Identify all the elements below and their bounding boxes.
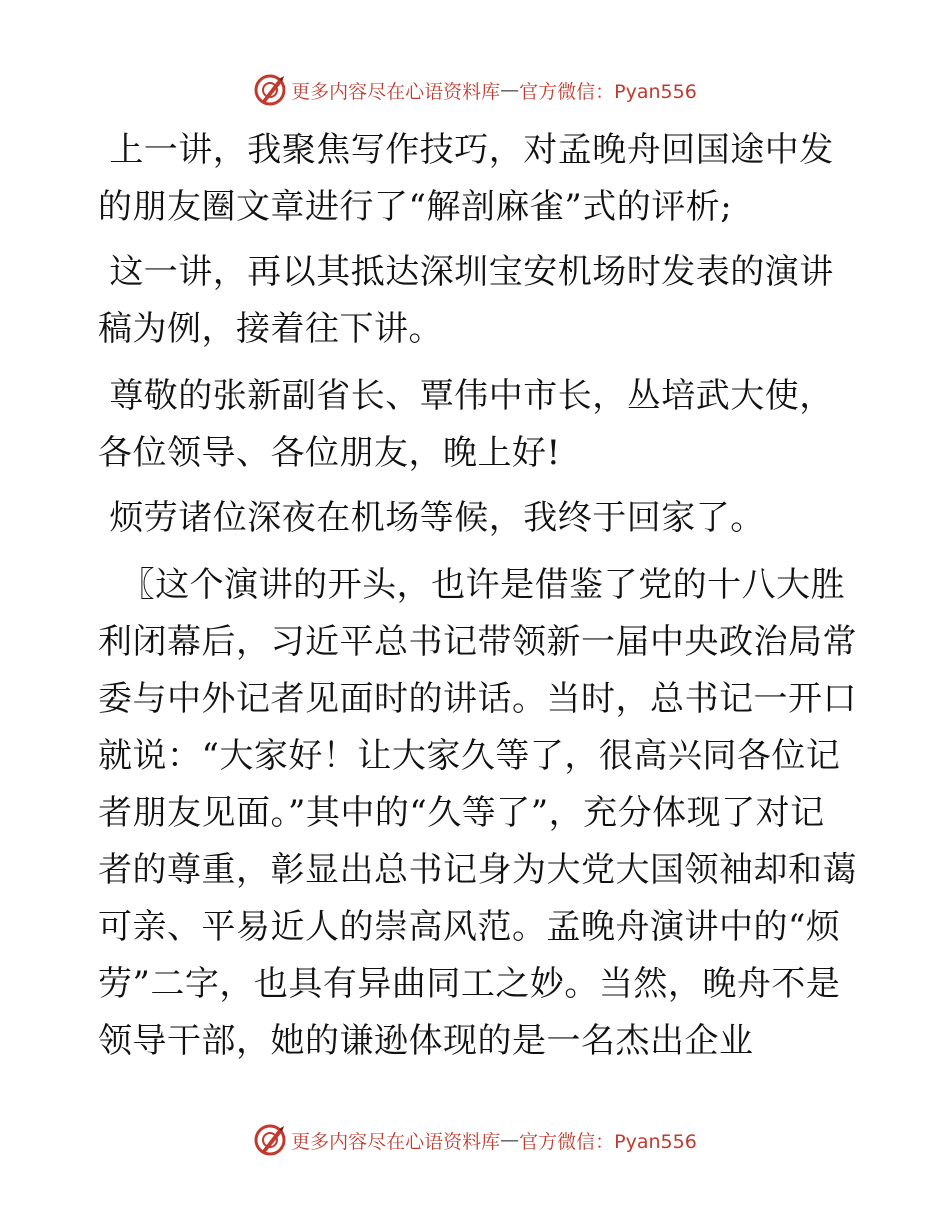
paragraph-intro-previous: 上一讲，我聚焦写作技巧，对孟晚舟回国途中发的朋友圈文章进行了“解剖麻雀”式的评析; <box>98 130 834 227</box>
banner-separator: — <box>500 79 520 101</box>
paragraph-commentary: 〖这个演讲的开头，也许是借鉴了党的十八大胜利闭幕后，习近平总书记带领新一届中央政治局常委与中外记者见面时的讲话。当时，总书记一开口就说：“大家好！让大家久等了，很高兴同各位记者朋友见面。”其中的“久等了”，充分体现了对记者的尊重，彰显出总书记身为大党大国领袖却和蔼可亲、平易近人的崇高风范。孟晚舟演讲中的“烦劳”二字，也具有异曲同工之妙。当然，晚舟不是领导干部，她的谦逊体现的是一名杰出企业 <box>98 565 857 1061</box>
banner-site-text: 更多内容尽在心语资料库 <box>291 80 501 103</box>
paragraph-speech-thanks: 烦劳诸位深夜在机场等候，我终于回家了。 <box>98 498 765 538</box>
document-body <box>98 122 858 1078</box>
banner-separator: — <box>500 1129 520 1151</box>
quill-pen-logo-icon <box>253 1123 287 1157</box>
footer-banner <box>0 1120 950 1160</box>
banner-wechat-id: 官方微信：Pyan556 <box>519 1130 697 1153</box>
header-banner <box>0 70 950 110</box>
banner-wechat-id: 官方微信：Pyan556 <box>519 80 697 103</box>
quill-pen-logo-icon <box>253 73 287 107</box>
paragraph-speech-greeting: 尊敬的张新副省长、覃伟中市长，丛培武大使，各位领导、各位朋友，晚上好! <box>98 376 834 473</box>
banner-site-text: 更多内容尽在心语资料库 <box>291 1130 501 1153</box>
paragraph-intro-current: 这一讲，再以其抵达深圳宝安机场时发表的演讲稿为例，接着往下讲。 <box>98 252 834 349</box>
